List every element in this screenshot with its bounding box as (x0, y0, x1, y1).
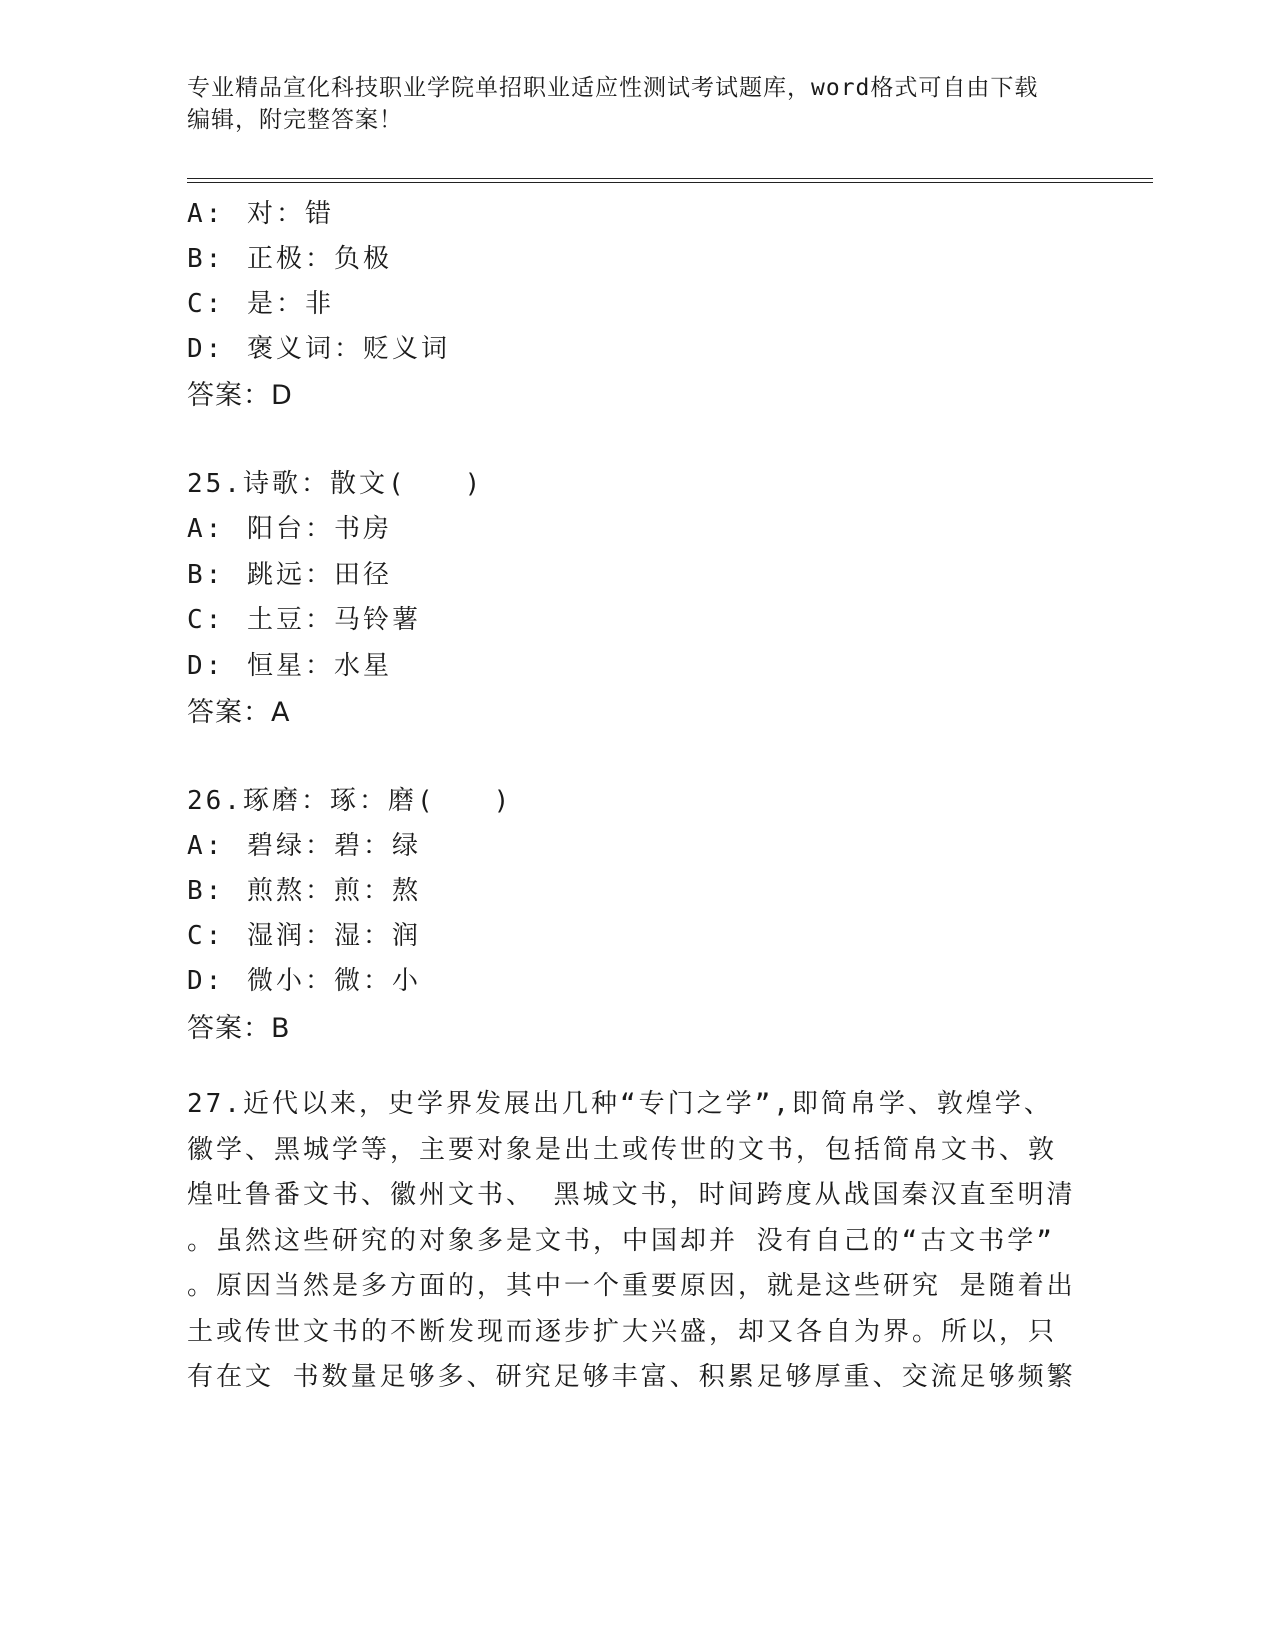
passage-line: 。原因当然是多方面的，其中一个重要原因，就是这些研究 是随着出 (187, 1271, 1076, 1301)
q24-option-c (187, 283, 334, 320)
option-letter: C: (187, 605, 225, 635)
passage-line: 徽学、黑城学等，主要对象是出土或传世的文书，包括简帛文书、敦 (187, 1134, 1058, 1165)
option-letter: C: (187, 921, 225, 951)
option-letter: D: (187, 966, 225, 996)
option-text: 对：错 (247, 199, 335, 229)
option-letter: C: (187, 289, 225, 319)
document-header (187, 72, 1087, 136)
q26-stem: 26.琢磨：琢：磨( ) (187, 786, 513, 816)
option-text: 褒义词：贬义词 (247, 334, 451, 364)
q26-option-c (187, 915, 421, 952)
q24-option-a (187, 193, 334, 230)
q25-answer: 答案：A (187, 697, 291, 728)
q27-passage (187, 1082, 1077, 1401)
option-text: 跳远：田径 (247, 560, 393, 590)
option-text: 恒星：水星 (247, 651, 393, 681)
q25-option-b (187, 554, 392, 591)
option-text: 微小：微：小 (247, 966, 422, 996)
option-letter: B: (187, 876, 225, 906)
option-letter: A: (187, 831, 225, 861)
q25-option-a (187, 508, 392, 545)
passage-line: 煌吐鲁番文书、徽州文书、 黑城文书，时间跨度从战国秦汉直至明清 (187, 1180, 1076, 1210)
q24-answer: 答案：D (187, 380, 293, 411)
option-text: 煎熬：煎：熬 (247, 876, 422, 906)
q24-option-b (187, 238, 392, 275)
option-letter: B: (187, 244, 225, 274)
passage-line: 。虽然这些研究的对象多是文书，中国却并 没有自己的“古文书学” (187, 1225, 1055, 1256)
option-text: 正极：负极 (247, 244, 393, 274)
option-letter: A: (187, 514, 225, 544)
q26-option-d (187, 960, 421, 997)
option-text: 湿润：湿：润 (247, 921, 422, 951)
header-line-2: 编辑，附完整答案！ (187, 107, 403, 133)
header-divider-top (187, 178, 1153, 179)
q26-option-b (187, 870, 421, 907)
option-letter: D: (187, 334, 225, 364)
option-letter: A: (187, 199, 225, 229)
header-divider-bottom (187, 182, 1153, 183)
q26-answer: 答案：B (187, 1013, 291, 1044)
passage-line: 27.近代以来，史学界发展出几种“专门之学”,即简帛学、敦煌学、 (187, 1089, 1053, 1119)
passage-line: 有在文 书数量足够多、研究足够丰富、积累足够厚重、交流足够频繁 (187, 1362, 1076, 1392)
header-line-1: 专业精品宣化科技职业学院单招职业适应性测试考试题库，word格式可自由下载 (187, 75, 1039, 101)
option-text: 土豆：马铃薯 (247, 605, 422, 635)
option-letter: D: (187, 651, 225, 681)
option-letter: B: (187, 560, 225, 590)
option-text: 是：非 (247, 289, 335, 319)
option-text: 阳台：书房 (247, 514, 393, 544)
option-text: 碧绿：碧：绿 (247, 831, 422, 861)
q25-option-c (187, 599, 421, 636)
q25-option-d (187, 645, 392, 682)
q25-stem: 25.诗歌：散文( ) (187, 469, 484, 499)
passage-line: 土或传世文书的不断发现而逐步扩大兴盛，却又各自为界。所以，只 (187, 1316, 1058, 1347)
q26-option-a (187, 825, 421, 862)
q24-option-d (187, 328, 450, 365)
